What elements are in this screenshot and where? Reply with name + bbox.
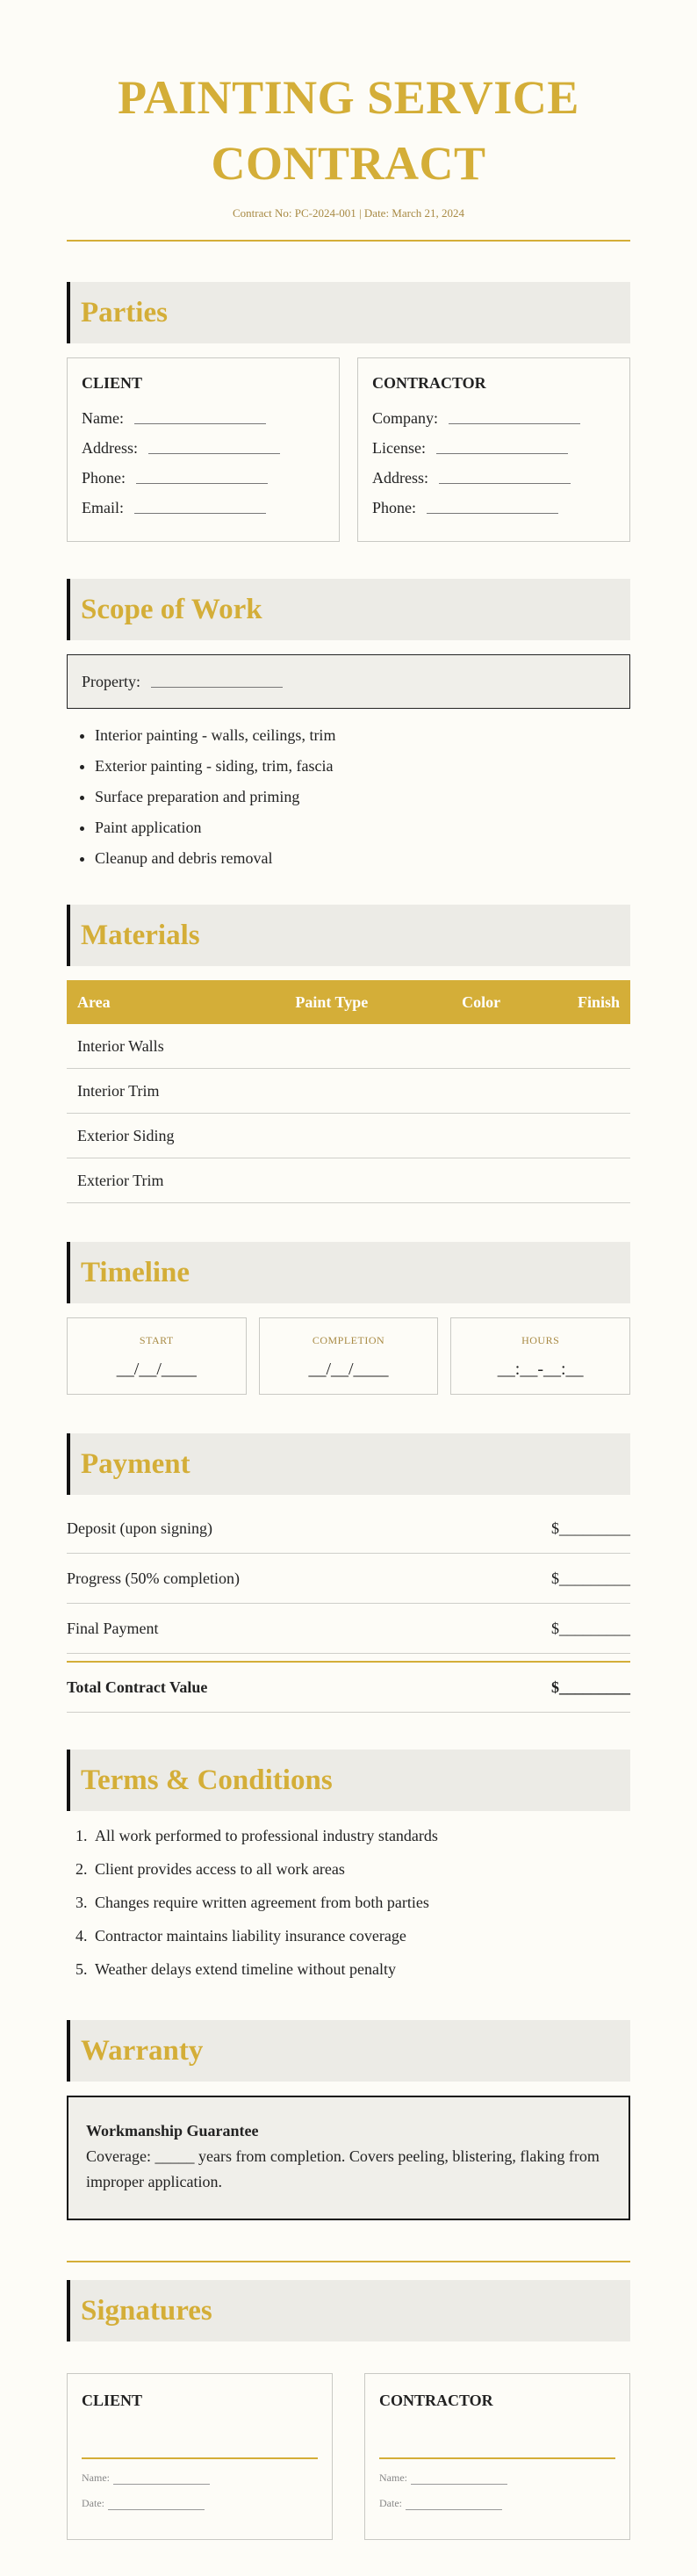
field-label: Address: bbox=[372, 468, 428, 487]
table-cell[interactable] bbox=[284, 1158, 451, 1203]
start-date-field[interactable]: __/__/____ bbox=[116, 1360, 197, 1380]
field-label: Phone: bbox=[82, 468, 126, 487]
client-sign-date-field[interactable] bbox=[108, 2500, 205, 2510]
timeline-completion-box bbox=[259, 1317, 439, 1395]
client-email-field[interactable] bbox=[134, 502, 266, 514]
client-email-row bbox=[82, 493, 325, 523]
terms-list bbox=[67, 1825, 630, 1992]
payment-row bbox=[67, 1504, 630, 1554]
completion-date-field[interactable]: __/__/____ bbox=[308, 1360, 389, 1380]
field-label: Phone: bbox=[372, 498, 417, 516]
section-heading-materials: Materials bbox=[67, 905, 630, 966]
payment-label: Final Payment bbox=[67, 1619, 159, 1637]
list-item: 3. Changes require written agreement from both parties bbox=[91, 1892, 630, 1925]
date-label: Date: bbox=[82, 2497, 104, 2510]
warranty-title: Workmanship Guarantee bbox=[86, 2122, 259, 2140]
payment-row bbox=[67, 1604, 630, 1654]
page-title bbox=[67, 0, 630, 196]
client-title: CLIENT bbox=[82, 374, 143, 393]
client-name-row bbox=[82, 403, 325, 433]
table-cell[interactable] bbox=[567, 1114, 630, 1158]
contractor-sign-date-row bbox=[379, 2497, 615, 2510]
section-heading-payment: Payment bbox=[67, 1433, 630, 1495]
payment-total-row bbox=[67, 1661, 630, 1713]
client-phone-row bbox=[82, 463, 325, 493]
table-cell[interactable] bbox=[567, 1024, 630, 1069]
list-item: 5. Weather delays extend timeline without penalty bbox=[91, 1959, 630, 1992]
section-heading-warranty: Warranty bbox=[67, 2020, 630, 2082]
client-name-field[interactable] bbox=[134, 413, 266, 424]
section-heading-signatures: Signatures bbox=[67, 2280, 630, 2341]
warranty-box bbox=[67, 2096, 630, 2220]
timeline-label: HOURS bbox=[521, 1334, 560, 1347]
table-cell[interactable] bbox=[567, 1069, 630, 1114]
table-row bbox=[67, 1114, 630, 1158]
list-item: • Surface preparation and priming bbox=[95, 786, 630, 817]
table-cell[interactable] bbox=[451, 1069, 567, 1114]
table-cell: Interior Trim bbox=[67, 1069, 284, 1114]
signature-divider bbox=[67, 2261, 630, 2262]
name-label: Name: bbox=[379, 2471, 407, 2485]
progress-amount-field[interactable]: $_________ bbox=[551, 1569, 630, 1587]
table-cell: Exterior Trim bbox=[67, 1158, 284, 1203]
timeline-label: COMPLETION bbox=[312, 1334, 385, 1347]
client-address-row bbox=[82, 433, 325, 463]
contractor-sign-date-field[interactable] bbox=[406, 2500, 502, 2510]
table-cell: Exterior Siding bbox=[67, 1114, 284, 1158]
contractor-license-row bbox=[372, 433, 615, 463]
property-label: Property: bbox=[82, 672, 140, 690]
total-amount-field[interactable]: $_________ bbox=[551, 1678, 630, 1696]
materials-table bbox=[67, 980, 630, 1203]
total-label: Total Contract Value bbox=[67, 1678, 208, 1696]
contractor-company-row bbox=[372, 403, 615, 433]
list-item: 4. Contractor maintains liability insurance coverage bbox=[91, 1925, 630, 1959]
timeline-start-box bbox=[67, 1317, 247, 1395]
table-cell[interactable] bbox=[451, 1114, 567, 1158]
parties-section bbox=[67, 357, 630, 542]
table-cell: Interior Walls bbox=[67, 1024, 284, 1069]
list-item: • Exterior painting - siding, trim, fascia bbox=[95, 755, 630, 786]
contractor-sign-name-field[interactable] bbox=[411, 2475, 507, 2485]
list-item: • Paint application bbox=[95, 817, 630, 848]
payment-label: Deposit (upon signing) bbox=[67, 1519, 212, 1537]
table-cell[interactable] bbox=[284, 1024, 451, 1069]
deposit-amount-field[interactable]: $_________ bbox=[551, 1519, 630, 1537]
property-box bbox=[67, 654, 630, 709]
client-address-field[interactable] bbox=[148, 443, 280, 454]
table-cell[interactable] bbox=[451, 1158, 567, 1203]
column-header: Finish bbox=[567, 980, 630, 1024]
field-label: Name: bbox=[82, 408, 124, 427]
field-label: Address: bbox=[82, 438, 138, 457]
client-sign-name-field[interactable] bbox=[113, 2475, 210, 2485]
client-signature-title: CLIENT bbox=[82, 2392, 143, 2410]
column-header: Area bbox=[67, 980, 284, 1024]
table-cell[interactable] bbox=[567, 1158, 630, 1203]
contractor-phone-row bbox=[372, 493, 615, 523]
property-field[interactable] bbox=[151, 676, 283, 688]
client-sign-name-row bbox=[82, 2471, 318, 2485]
column-header: Color bbox=[451, 980, 567, 1024]
hours-field[interactable]: __:__-__:__ bbox=[497, 1360, 584, 1380]
section-heading-scope: Scope of Work bbox=[67, 579, 630, 640]
table-cell[interactable] bbox=[284, 1069, 451, 1114]
payment-row bbox=[67, 1554, 630, 1604]
table-row bbox=[67, 1158, 630, 1203]
list-item: 1. All work performed to professional industry standards bbox=[91, 1825, 630, 1858]
contractor-signature-box bbox=[364, 2373, 630, 2540]
contractor-signature-line[interactable] bbox=[379, 2457, 615, 2459]
list-item: • Cleanup and debris removal bbox=[95, 848, 630, 878]
client-phone-field[interactable] bbox=[136, 473, 268, 484]
table-cell[interactable] bbox=[284, 1114, 451, 1158]
payment-section bbox=[67, 1504, 630, 1713]
date-label: Date: bbox=[379, 2497, 402, 2510]
table-row bbox=[67, 1069, 630, 1114]
section-heading-parties: Parties bbox=[67, 282, 630, 343]
payment-label: Progress (50% completion) bbox=[67, 1569, 240, 1587]
field-label: Email: bbox=[82, 498, 124, 516]
client-signature-line[interactable] bbox=[82, 2457, 318, 2459]
client-signature-box bbox=[67, 2373, 333, 2540]
contractor-license-field[interactable] bbox=[436, 443, 568, 454]
list-item: • Interior painting - walls, ceilings, trim bbox=[95, 725, 630, 755]
contractor-address-row bbox=[372, 463, 615, 493]
table-cell[interactable] bbox=[451, 1024, 567, 1069]
name-label: Name: bbox=[82, 2471, 110, 2485]
table-row bbox=[67, 1024, 630, 1069]
section-heading-timeline: Timeline bbox=[67, 1242, 630, 1303]
contractor-title: CONTRACTOR bbox=[372, 374, 486, 393]
timeline-section bbox=[67, 1317, 630, 1395]
list-item: 2. Client provides access to all work areas bbox=[91, 1858, 630, 1892]
client-sign-date-row bbox=[82, 2497, 318, 2510]
timeline-hours-box bbox=[450, 1317, 630, 1395]
section-heading-terms: Terms & Conditions bbox=[67, 1750, 630, 1811]
field-label: Company: bbox=[372, 408, 438, 427]
contractor-address-field[interactable] bbox=[439, 473, 571, 484]
signatures-section bbox=[67, 2373, 630, 2540]
final-amount-field[interactable]: $_________ bbox=[551, 1619, 630, 1637]
header-divider bbox=[67, 240, 630, 242]
title-line-2: CONTRACT bbox=[211, 136, 486, 190]
contractor-signature-title: CONTRACTOR bbox=[379, 2392, 493, 2410]
title-line-1: PAINTING SERVICE bbox=[118, 71, 579, 124]
field-label: License: bbox=[372, 438, 426, 457]
contractor-sign-name-row bbox=[379, 2471, 615, 2485]
table-header-row bbox=[67, 980, 630, 1024]
contract-meta: Contract No: PC-2024-001 | Date: March 21, 2024 bbox=[232, 206, 464, 220]
contractor-company-field[interactable] bbox=[449, 413, 580, 424]
client-box bbox=[67, 357, 340, 542]
column-header: Paint Type bbox=[284, 980, 451, 1024]
scope-list bbox=[67, 725, 630, 878]
timeline-label: START bbox=[139, 1334, 174, 1347]
warranty-text: Coverage: _____ years from completion. Covers peeling, blistering, flaking from improper application. bbox=[86, 2147, 600, 2191]
contractor-box bbox=[357, 357, 630, 542]
contractor-phone-field[interactable] bbox=[427, 502, 558, 514]
